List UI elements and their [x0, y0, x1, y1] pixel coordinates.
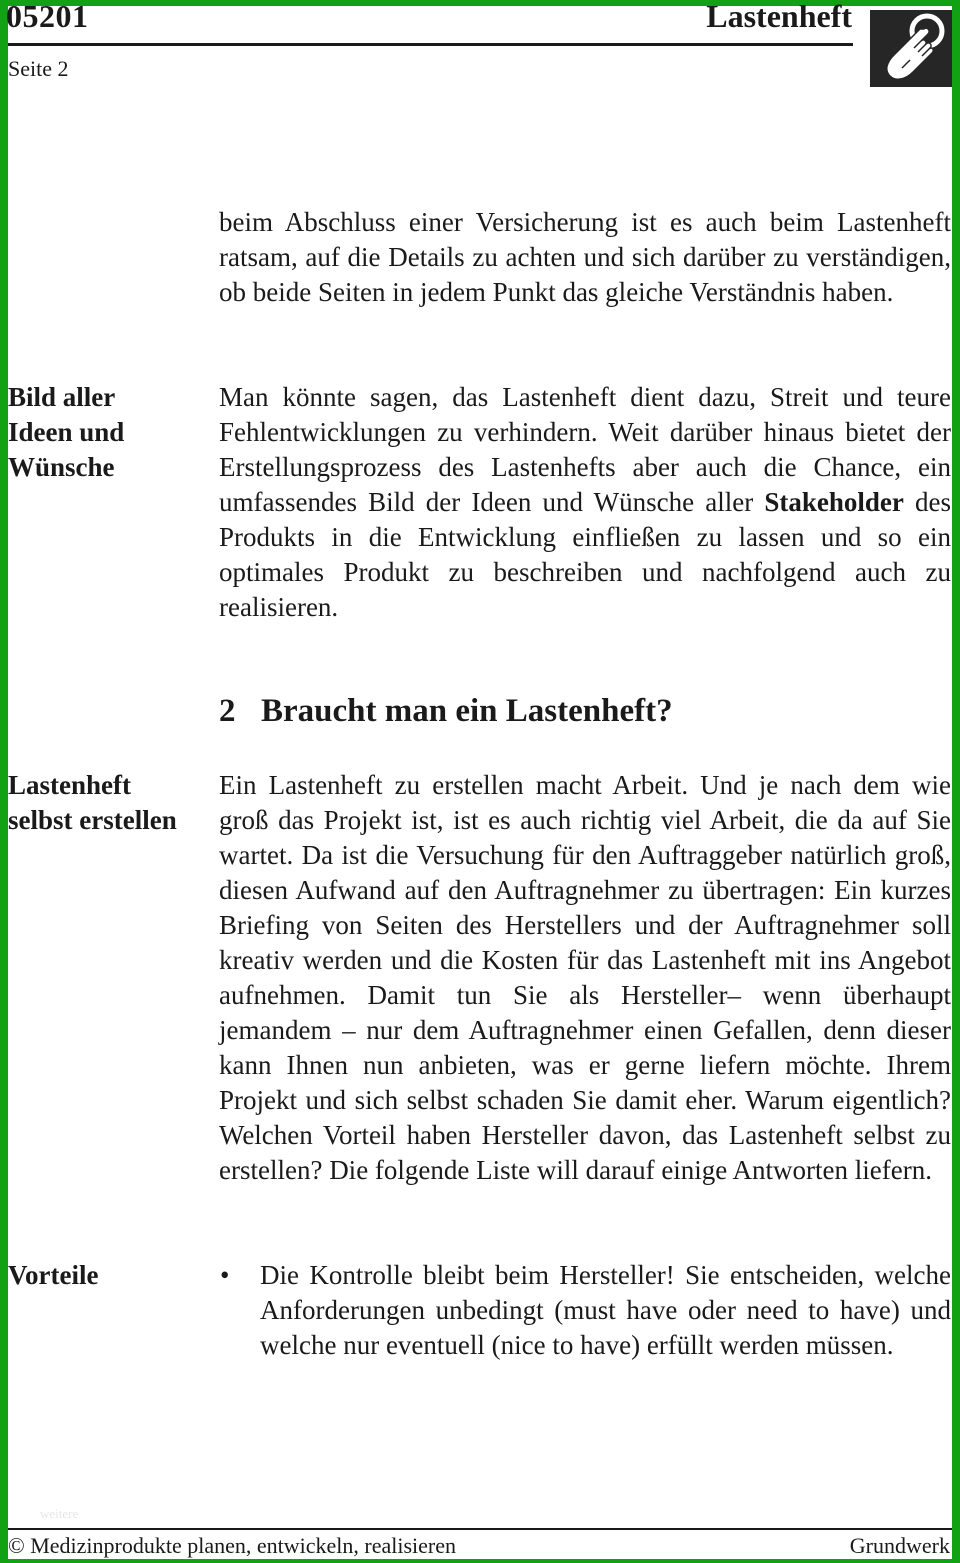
paragraph-selbst: Ein Lastenheft zu erstellen macht Arbeit. Und je nach dem wie groß das Projekt ist, ist es auch richtig viel Arbeit, die da auf Sie wartet. Da ist die Versuchung für den Auftraggeber natürlich groß, diesen Aufwand auf den Auftragnehmer zu übertragen: Ein kurzes Briefing von Seiten des Herstellers und der Auftragnehmer soll kreativ werden und die Kosten für das Lastenheft mit ins Angebot aufnehmen. Damit tun Sie als Hersteller– wenn überhaupt jemandem – nur dem Auftragnehmer einen Gefallen, denn dieser kann Ihnen nun anbieten, was er gerne liefern möchte. Ihrem Projekt und sich selbst schaden Sie damit eher. Warum eigentlich? Welchen Vorteil haben Hersteller davon, das Lastenheft selbst zu erstellen? Die folgende Liste will darauf einige Antworten liefern.	[219, 770, 951, 1185]
pointing-hand-icon	[870, 10, 952, 87]
section-heading-text: Braucht man ein Lastenheft?	[261, 693, 673, 729]
margin-note-bild: Bild aller Ideen und Wünsche	[8, 382, 125, 482]
paragraph-bild-text-2: des Produkts in die Entwicklung einfließen zu lassen und so ein optimales Produkt zu beschreiben und nachfolgend auch zu realisieren.	[219, 487, 951, 622]
footer-divider	[8, 1528, 952, 1530]
header-divider	[8, 43, 853, 46]
document-number: 05201	[6, 0, 89, 34]
page-number: Seite 2	[8, 56, 69, 81]
footer-copyright: © Medizinprodukte planen, entwickeln, realisieren	[8, 1533, 457, 1558]
stakeholder-term: Stakeholder	[764, 487, 904, 517]
margin-note-selbst: Lastenheft selbst erstellen	[8, 770, 177, 835]
section-heading	[219, 693, 673, 730]
intro-paragraph: beim Abschluss einer Versicherung ist es auch beim Lastenheft ratsam, auf die Details zu achten und sich darüber zu verständigen, ob beide Seiten in jedem Punkt das gleiche Verständnis haben.	[219, 207, 951, 307]
paragraph-bild-text-1: Man könnte sagen, das Lastenheft dient dazu, Streit und teure Fehlentwicklungen zu verhindern. Weit darüber hinaus bietet der Erstellungsprozess des Lastenhefts aber auch die Chance, ein umfassendes Bild der Ideen und Wünsche aller	[219, 382, 951, 517]
bullet-item: Die Kontrolle bleibt beim Hersteller! Sie entscheiden, welche Anforderungen unbedingt (must have oder need to have) und welche nur eventuell (nice to have) erfüllt werden müssen.	[260, 1260, 951, 1360]
bullet-marker: •	[220, 1260, 230, 1290]
footer-edition: Grundwerk	[849, 1533, 950, 1558]
watermark: weitere	[40, 1506, 79, 1521]
section-number: 2	[219, 693, 236, 729]
paragraph-bild	[219, 380, 951, 625]
document-title: Lastenheft	[706, 0, 852, 34]
margin-note-vorteile: Vorteile	[8, 1260, 99, 1290]
